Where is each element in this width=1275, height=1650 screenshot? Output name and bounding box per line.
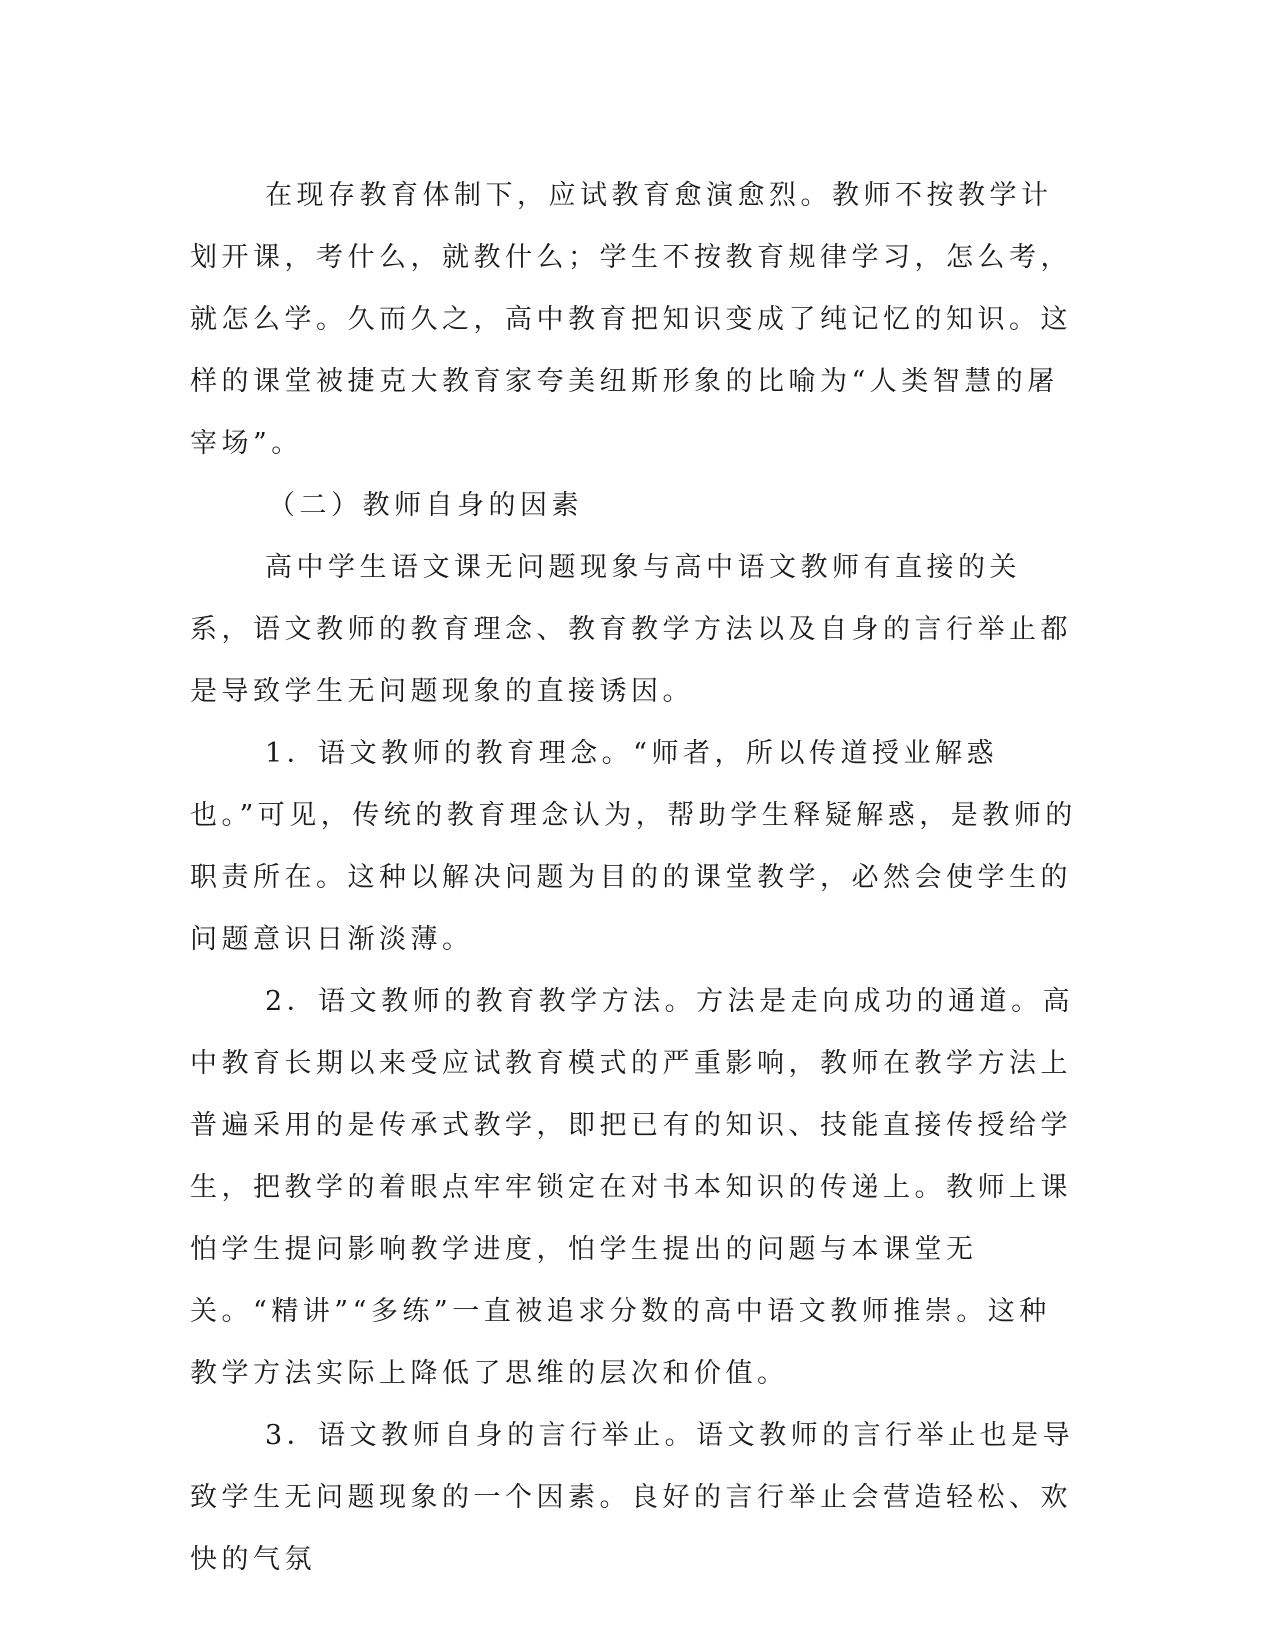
paragraph-teacher-relation: 高中学生语文课无问题现象与高中语文教师有直接的关系，语文教师的教育理念、教育教学方法以及自身的言行举止都是导致学生无问题现象的直接诱因。 [190,552,1072,707]
paragraph-exam-education: 在现存教育体制下，应试教育愈演愈烈。教师不按教学计划开课，考什么，就教什么；学生不按教育规律学习，怎么考，就怎么学。久而久之，高中教育把知识变成了纯记忆的知识。这样的课堂被捷克大教育家夸美纽斯形象的比喻为“人类智慧的屠宰场”。 [190,180,1072,459]
paragraph-item-1-philosophy: 1．语文教师的教育理念。“师者，所以传道授业解惑也。”可见，传统的教育理念认为，帮助学生释疑解惑，是教师的职责所在。这种以解决问题为目的的课堂教学，必然会使学生的问题意识日渐淡薄。 [190,738,1077,955]
paragraph-item-3-conduct: 3．语文教师自身的言行举止。语文教师的言行举止也是导致学生无问题现象的一个因素。良好的言行举止会营造轻松、欢快的气氛 [190,1420,1075,1575]
section-heading-teacher-factors: （二）教师自身的因素 [268,490,583,521]
paragraph-item-2-methods: 2．语文教师的教育教学方法。方法是走向成功的通道。高中教育长期以来受应试教育模式的严重影响，教师在教学方法上普遍采用的是传承式教学，即把已有的知识、技能直接传授给学生，把教学的着眼点牢牢锁定在对书本知识的传递上。教师上课怕学生提问影响教学进度，怕学生提出的问题与本课堂无关。“精讲”“多练”一直被追求分数的高中语文教师推崇。这种教学方法实际上降低了思维的层次和价值。 [190,986,1075,1389]
document-body [190,165,1080,1591]
